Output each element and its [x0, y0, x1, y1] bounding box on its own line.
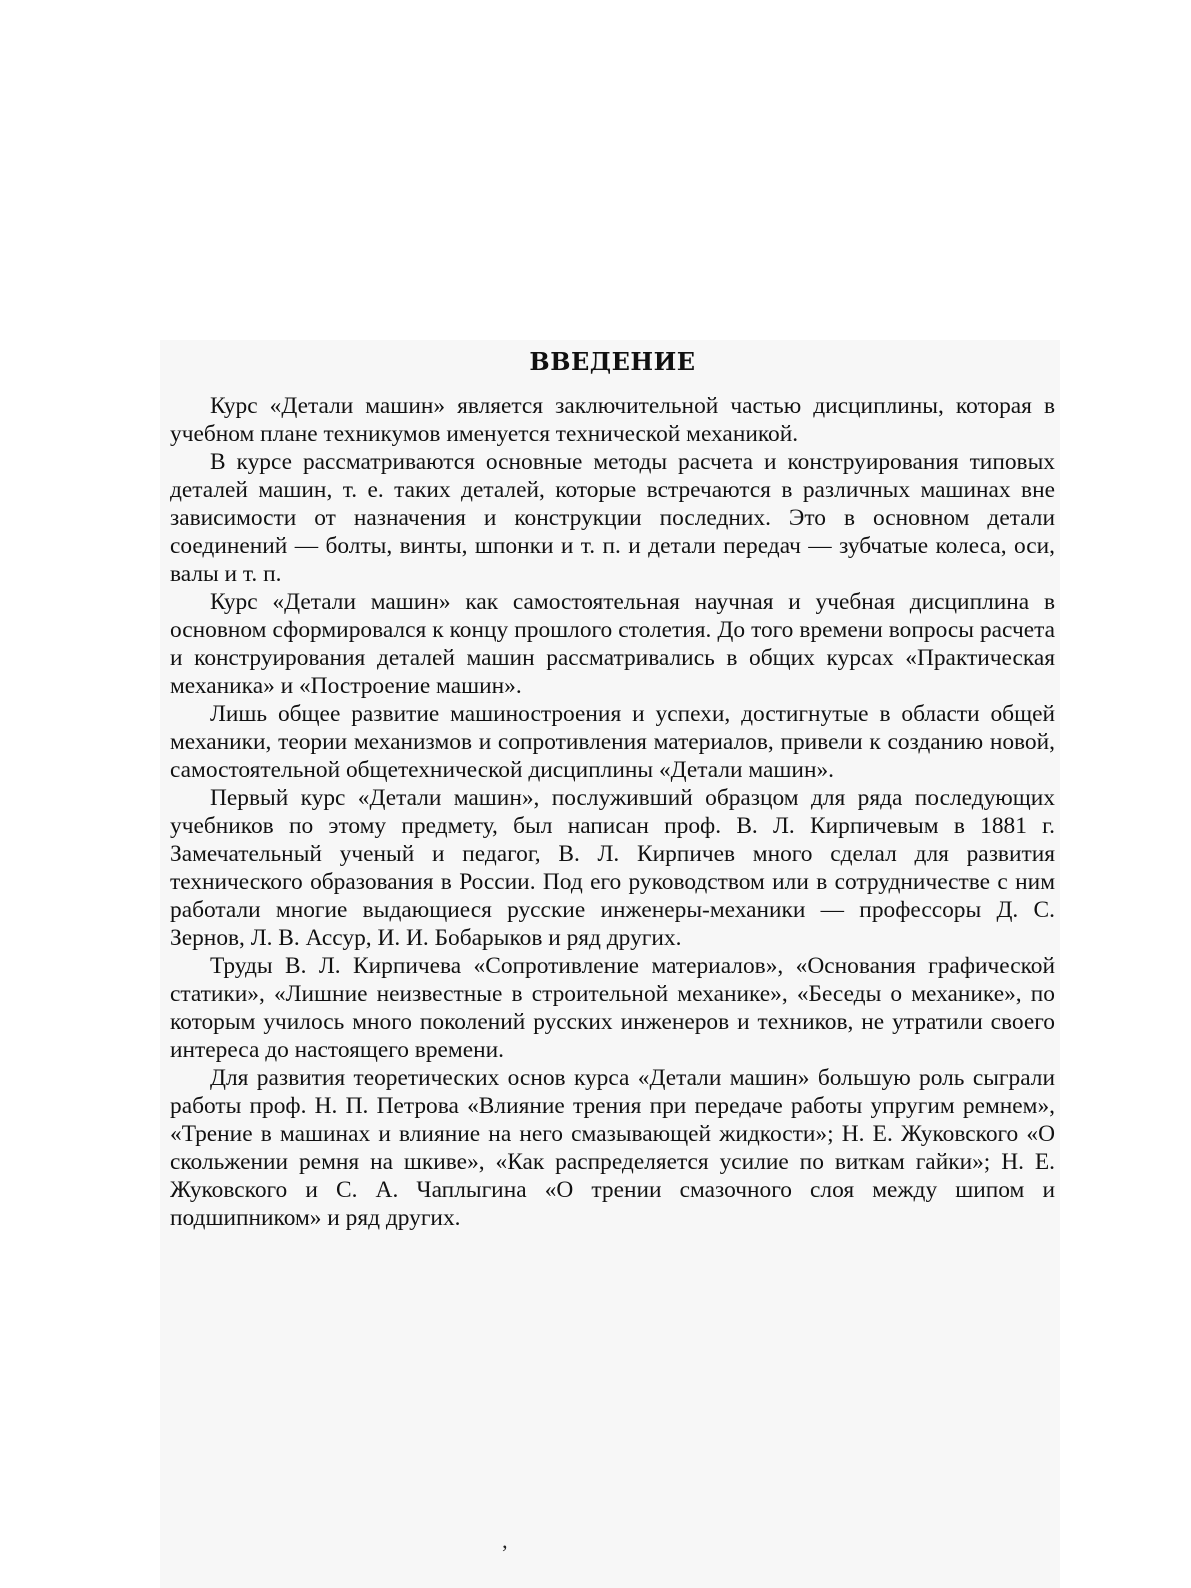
- paragraph: Для развития теоретических основ курса «Детали машин» большую роль сыграли работы проф. Н. П. Петрова «Влияние трения при передаче работы упругим ремнем», «Трение в машинах и влияние на него смазывающей жидкости»; Н. Е. Жуковского «О скольжении ремня на шкиве», «Как распределяется усилие по виткам гайки»; Н. Е. Жуковского и С. А. Чаплыгина «О трении смазочного слоя между шипом и подшипником» и ряд других.: [170, 1065, 1055, 1231]
- footer-mark: ’: [501, 1540, 509, 1565]
- page-body: [170, 347, 1055, 1232]
- paragraph: Лишь общее развитие машиностроения и успехи, достигнутые в области общей механики, теории механизмов и сопротивления материалов, привели к созданию новой, самостоятельной общетехнической дисциплины «Детали машин».: [170, 701, 1055, 783]
- page-title: ВВЕДЕНИЕ: [529, 347, 696, 376]
- paragraph: Первый курс «Детали машин», послуживший образцом для ряда последующих учебников по этому предмету, был написан проф. В. Л. Кирпичевым в 1881 г. Замечательный ученый и педагог, В. Л. Кирпичев много сделал для развития технического образования в России. Под его руководством или в сотрудничестве с ним работали многие выдающиеся русские инженеры-механики — профессоры Д. С. Зернов, Л. В. Ассур, И. И. Бобарыков и ряд других.: [170, 785, 1055, 951]
- paragraph: Курс «Детали машин» является заключительной частью дисциплины, которая в учебном плане техникумов именуется технической механикой.: [170, 393, 1055, 447]
- paragraph: Курс «Детали машин» как самостоятельная научная и учебная дисциплина в основном сформировался к концу прошлого столетия. До того времени вопросы расчета и конструирования деталей машин рассматривались в общих курсах «Практическая механика» и «Построение машин».: [170, 589, 1055, 699]
- paragraph: Труды В. Л. Кирпичева «Сопротивление материалов», «Основания графической статики», «Лишние неизвестные в строительной механике», «Беседы о механике», по которым училось много поколений русских инженеров и техников, не утратили своего интереса до настоящего времени.: [170, 953, 1055, 1063]
- paragraph: В курсе рассматриваются основные методы расчета и конструирования типовых деталей машин, т. е. таких деталей, которые встречаются в различных машинах вне зависимости от назначения и конструкции последних. Это в основном детали соединений — болты, винты, шпонки и т. п. и детали передач — зубчатые колеса, оси, валы и т. п.: [170, 449, 1055, 587]
